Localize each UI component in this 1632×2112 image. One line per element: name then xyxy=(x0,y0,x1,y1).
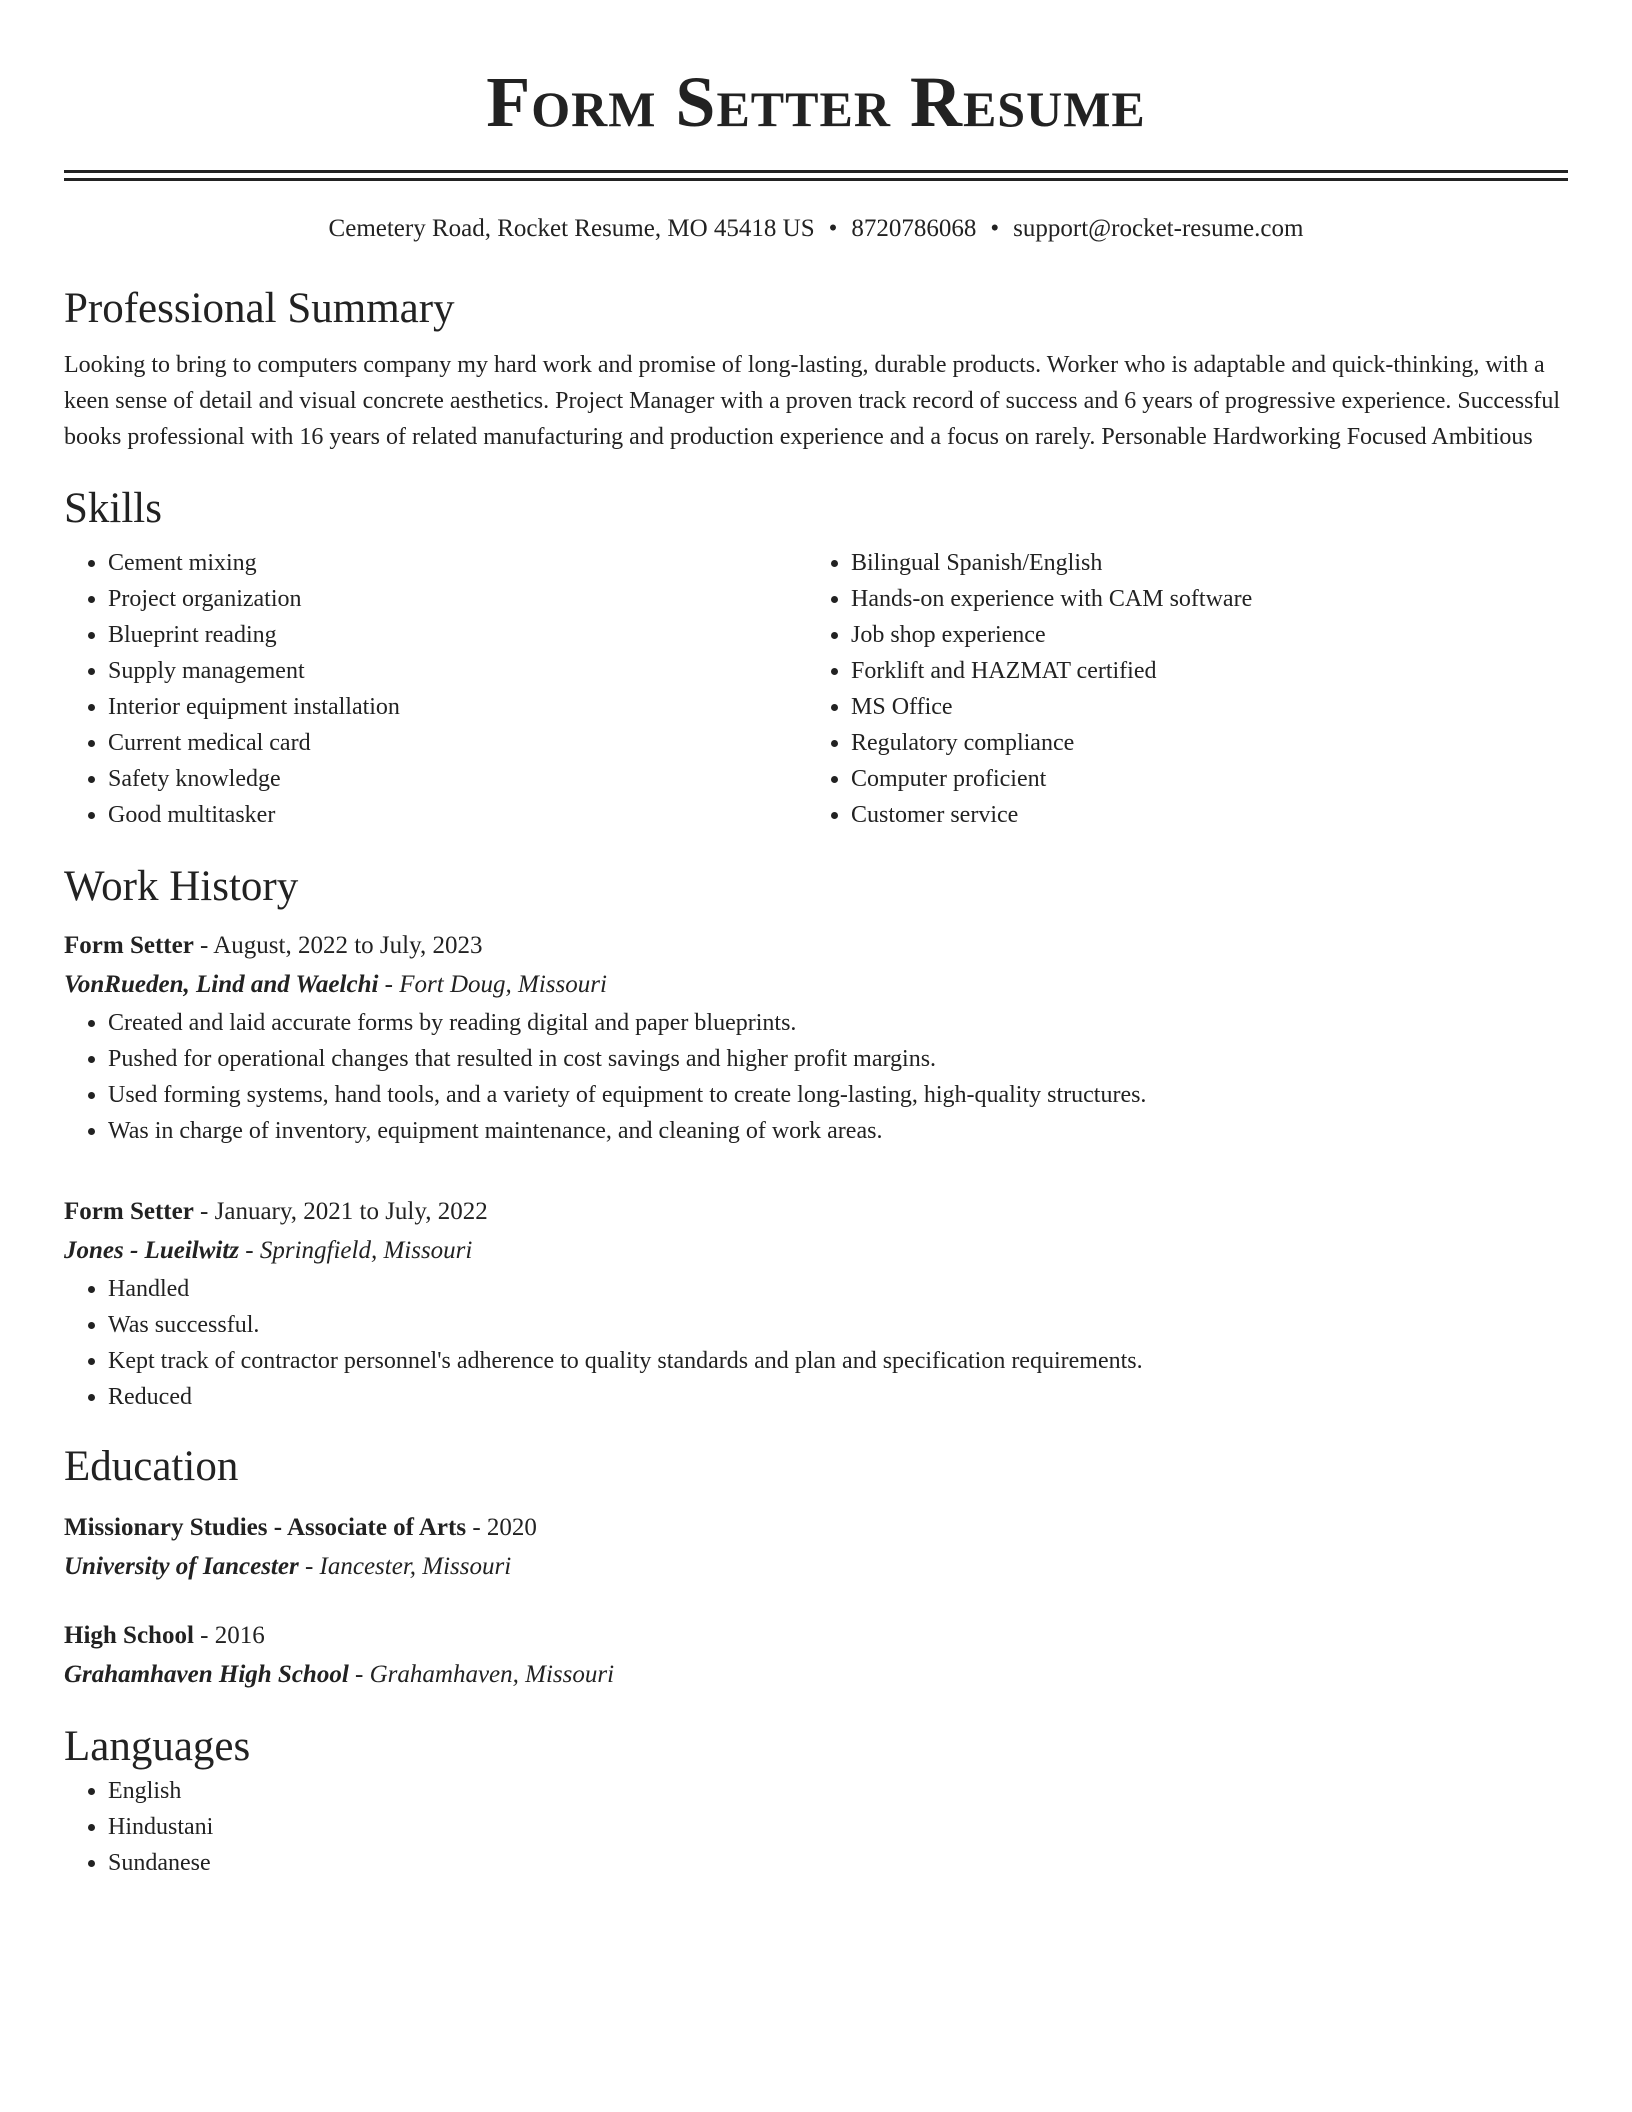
job-header xyxy=(64,1193,1568,1231)
skill-item: • Interior equipment installation xyxy=(108,689,807,725)
job-company: Jones - Lueilwitz xyxy=(64,1237,240,1264)
skill-item: • Job shop experience xyxy=(851,617,1550,653)
job-dates: - January, 2021 to July, 2022 xyxy=(193,1198,488,1225)
skills-list-left xyxy=(64,545,807,833)
skill-item: • Hands-on experience with CAM software xyxy=(851,581,1550,617)
education-heading: Education xyxy=(64,1443,239,1490)
job-role: Form Setter xyxy=(64,1198,194,1225)
education-year: - 2016 xyxy=(193,1622,265,1649)
education-degree: Missionary Studies - Associate of Arts xyxy=(64,1514,467,1541)
job-employer xyxy=(64,1231,1568,1271)
job-entry xyxy=(64,1193,1568,1415)
job-location: - Fort Doug, Missouri xyxy=(378,971,607,998)
skill-item: • Bilingual Spanish/English xyxy=(851,545,1550,581)
skill-item: • Forklift and HAZMAT certified xyxy=(851,653,1550,689)
job-duty: • Reduced xyxy=(108,1379,1568,1415)
education-school: University of Iancester xyxy=(64,1553,299,1580)
language-item: • Hindustani xyxy=(108,1809,1568,1845)
education-header xyxy=(64,1617,1568,1655)
education-entry xyxy=(64,1509,1568,1587)
job-duty: • Created and laid accurate forms by reading digital and paper blueprints. xyxy=(108,1005,1568,1041)
job-duty: • Handled xyxy=(108,1271,1568,1307)
skill-item: • Computer proficient xyxy=(851,761,1550,797)
job-duty: • Was successful. xyxy=(108,1307,1568,1343)
skills-list-right xyxy=(807,545,1550,833)
skill-item: • Current medical card xyxy=(108,725,807,761)
work-history-heading: Work History xyxy=(64,863,299,910)
header-double-rule xyxy=(64,170,1568,181)
contact-email: support@rocket-resume.com xyxy=(1013,215,1304,242)
job-duty: • Was in charge of inventory, equipment maintenance, and cleaning of work areas. xyxy=(108,1113,1568,1149)
job-dates: - August, 2022 to July, 2023 xyxy=(193,932,483,959)
skill-item: • Safety knowledge xyxy=(108,761,807,797)
languages-list xyxy=(64,1773,1568,1881)
job-duty: • Kept track of contractor personnel's adherence to quality standards and plan and specification requirements. xyxy=(108,1343,1568,1379)
job-location: - Springfield, Missouri xyxy=(239,1237,473,1264)
skills-heading: Skills xyxy=(64,485,162,532)
education-header xyxy=(64,1509,1568,1547)
skill-item: • Customer service xyxy=(851,797,1550,833)
education-entry xyxy=(64,1617,1568,1695)
job-company: VonRueden, Lind and Waelchi xyxy=(64,971,379,998)
job-duties-list xyxy=(64,1271,1568,1415)
contact-phone: 8720786068 xyxy=(851,215,977,242)
spacer xyxy=(64,1149,1568,1179)
language-item: • Sundanese xyxy=(108,1845,1568,1881)
contact-address: Cemetery Road, Rocket Resume, MO 45418 US xyxy=(328,215,815,242)
skills-column-right xyxy=(807,545,1550,833)
job-duty: • Used forming systems, hand tools, and a variety of equipment to create long-lasting, high-quality structures. xyxy=(108,1077,1568,1113)
education-institution xyxy=(64,1547,1568,1587)
resume-name: Form Setter Resume xyxy=(486,62,1146,142)
language-item: • English xyxy=(108,1773,1568,1809)
skill-item: • MS Office xyxy=(851,689,1550,725)
skill-item: • Project organization xyxy=(108,581,807,617)
job-duties-list xyxy=(64,1005,1568,1149)
education-school: Grahamhaven High School xyxy=(64,1661,349,1688)
contact-separator: • xyxy=(990,215,1000,242)
skills-column-left xyxy=(64,545,807,833)
job-header xyxy=(64,927,1568,965)
job-role: Form Setter xyxy=(64,932,194,959)
skill-item: • Good multitasker xyxy=(108,797,807,833)
languages-heading: Languages xyxy=(64,1723,251,1770)
education-degree: High School xyxy=(64,1622,194,1649)
job-duty: • Pushed for operational changes that resulted in cost savings and higher profit margins. xyxy=(108,1041,1568,1077)
skill-item: • Supply management xyxy=(108,653,807,689)
education-year: - 2020 xyxy=(466,1514,537,1541)
education-institution xyxy=(64,1655,1568,1695)
skill-item: • Regulatory compliance xyxy=(851,725,1550,761)
education-location: - Grahamhaven, Missouri xyxy=(348,1661,615,1688)
skills-grid xyxy=(64,545,1568,833)
summary-heading: Professional Summary xyxy=(64,285,455,332)
job-entry xyxy=(64,927,1568,1149)
contact-line xyxy=(64,213,1568,245)
contact-separator: • xyxy=(828,215,838,242)
skill-item: • Blueprint reading xyxy=(108,617,807,653)
spacer xyxy=(64,1587,1568,1617)
summary-text: Looking to bring to computers company my hard work and promise of long-lasting, durable products. Worker who is adaptable and quick-thinking, with a keen sense of detail and visual concrete aesthetics. Project Manager with a proven track record of success and 6 years of progressive experience. Successful books professional with 16 years of related manufacturing and production experience and a focus on rarely. Personable Hardworking Focused Ambitious xyxy=(64,352,1561,450)
job-employer xyxy=(64,965,1568,1005)
education-location: - Iancester, Missouri xyxy=(298,1553,512,1580)
skill-item: • Cement mixing xyxy=(108,545,807,581)
